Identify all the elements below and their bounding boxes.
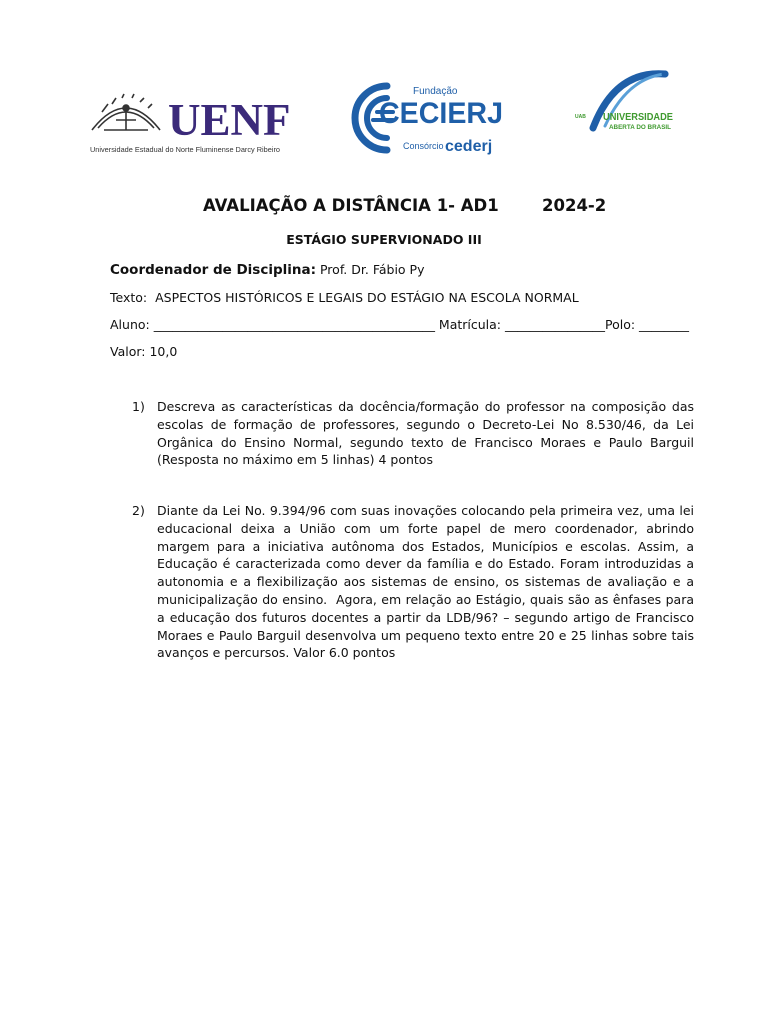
uab-line2: ABERTA DO BRASIL xyxy=(609,125,672,131)
uenf-emblem-icon xyxy=(92,94,160,130)
question-text: Diante da Lei No. 9.394/96 com suas inovações colocando pela primeira vez, uma lei educacional deixa a União com um forte papel de mero coordenador, abrindo margem para a iniciativa autônoma dos Estados, Municípios e escolas. Assim, a Educação é caracterizada como dever da família e do Estado. Foram introduzidas a autonomia e a flexibilização aos sistemas de ensino, os sistemas de avaliação e a municipalização do ensino. Agora, em relação ao Estágio, quais são as ênfases para a educação dos futuros docentes a partir da LDB/96? – segundo artigo de Francisco Moraes e Paulo Barguil desenvolva um pequeno texto entre 20 e 25 linhas sobre tais avanços e percursos. Valor 6.0 pontos xyxy=(157,503,698,661)
uab-prefix: UAB xyxy=(575,114,586,120)
course-subtitle: ESTÁGIO SUPERVIONADO III xyxy=(286,232,482,247)
question-number: 2) xyxy=(132,503,145,518)
page-title xyxy=(0,196,768,222)
coordinator-value: Prof. Dr. Fábio Py xyxy=(316,262,425,277)
question-number: 1) xyxy=(132,399,145,414)
cecierj-top-label: Fundação xyxy=(413,86,458,97)
cecierj-logo xyxy=(345,76,505,156)
coordinator-label: Coordenador de Disciplina: xyxy=(110,262,317,278)
assessment-title: AVALIAÇÃO A DISTÂNCIA 1- AD1 xyxy=(203,196,499,215)
texto-line: Texto: ASPECTOS HISTÓRICOS E LEGAIS DO ESTÁGIO NA ESCOLA NORMAL xyxy=(110,290,579,305)
uab-line1: UNIVERSIDADE xyxy=(603,111,673,123)
cecierj-bottom-brand: cederj xyxy=(445,138,493,155)
total-value-line: Valor: 10,0 xyxy=(110,344,178,359)
question-text: Descreva as características da docência/formação do professor na composição das escolas de formação de professores, segundo o Decreto-Lei No 8.530/46, da Lei Orgânica do Ensino Normal, segundo texto de Francisco Moraes e Paulo Barguil (Resposta no máximo em 5 linhas) 4 pontos xyxy=(157,399,694,468)
assessment-year: 2024-2 xyxy=(542,196,607,215)
uenf-wordmark: UENF xyxy=(168,95,291,145)
uab-logo xyxy=(575,68,675,150)
student-fields-line: Aluno: _____________________________________________ Matrícula: ________________Polo: ________ xyxy=(110,317,690,332)
cecierj-wordmark: CECIERJ xyxy=(379,97,503,130)
cecierj-bottom-label: Consórcio xyxy=(403,141,444,151)
uenf-logo xyxy=(88,90,291,156)
coordinator-line xyxy=(110,262,425,278)
uenf-caption: Universidade Estadual do Norte Fluminense Darcy Ribeiro xyxy=(90,145,280,154)
